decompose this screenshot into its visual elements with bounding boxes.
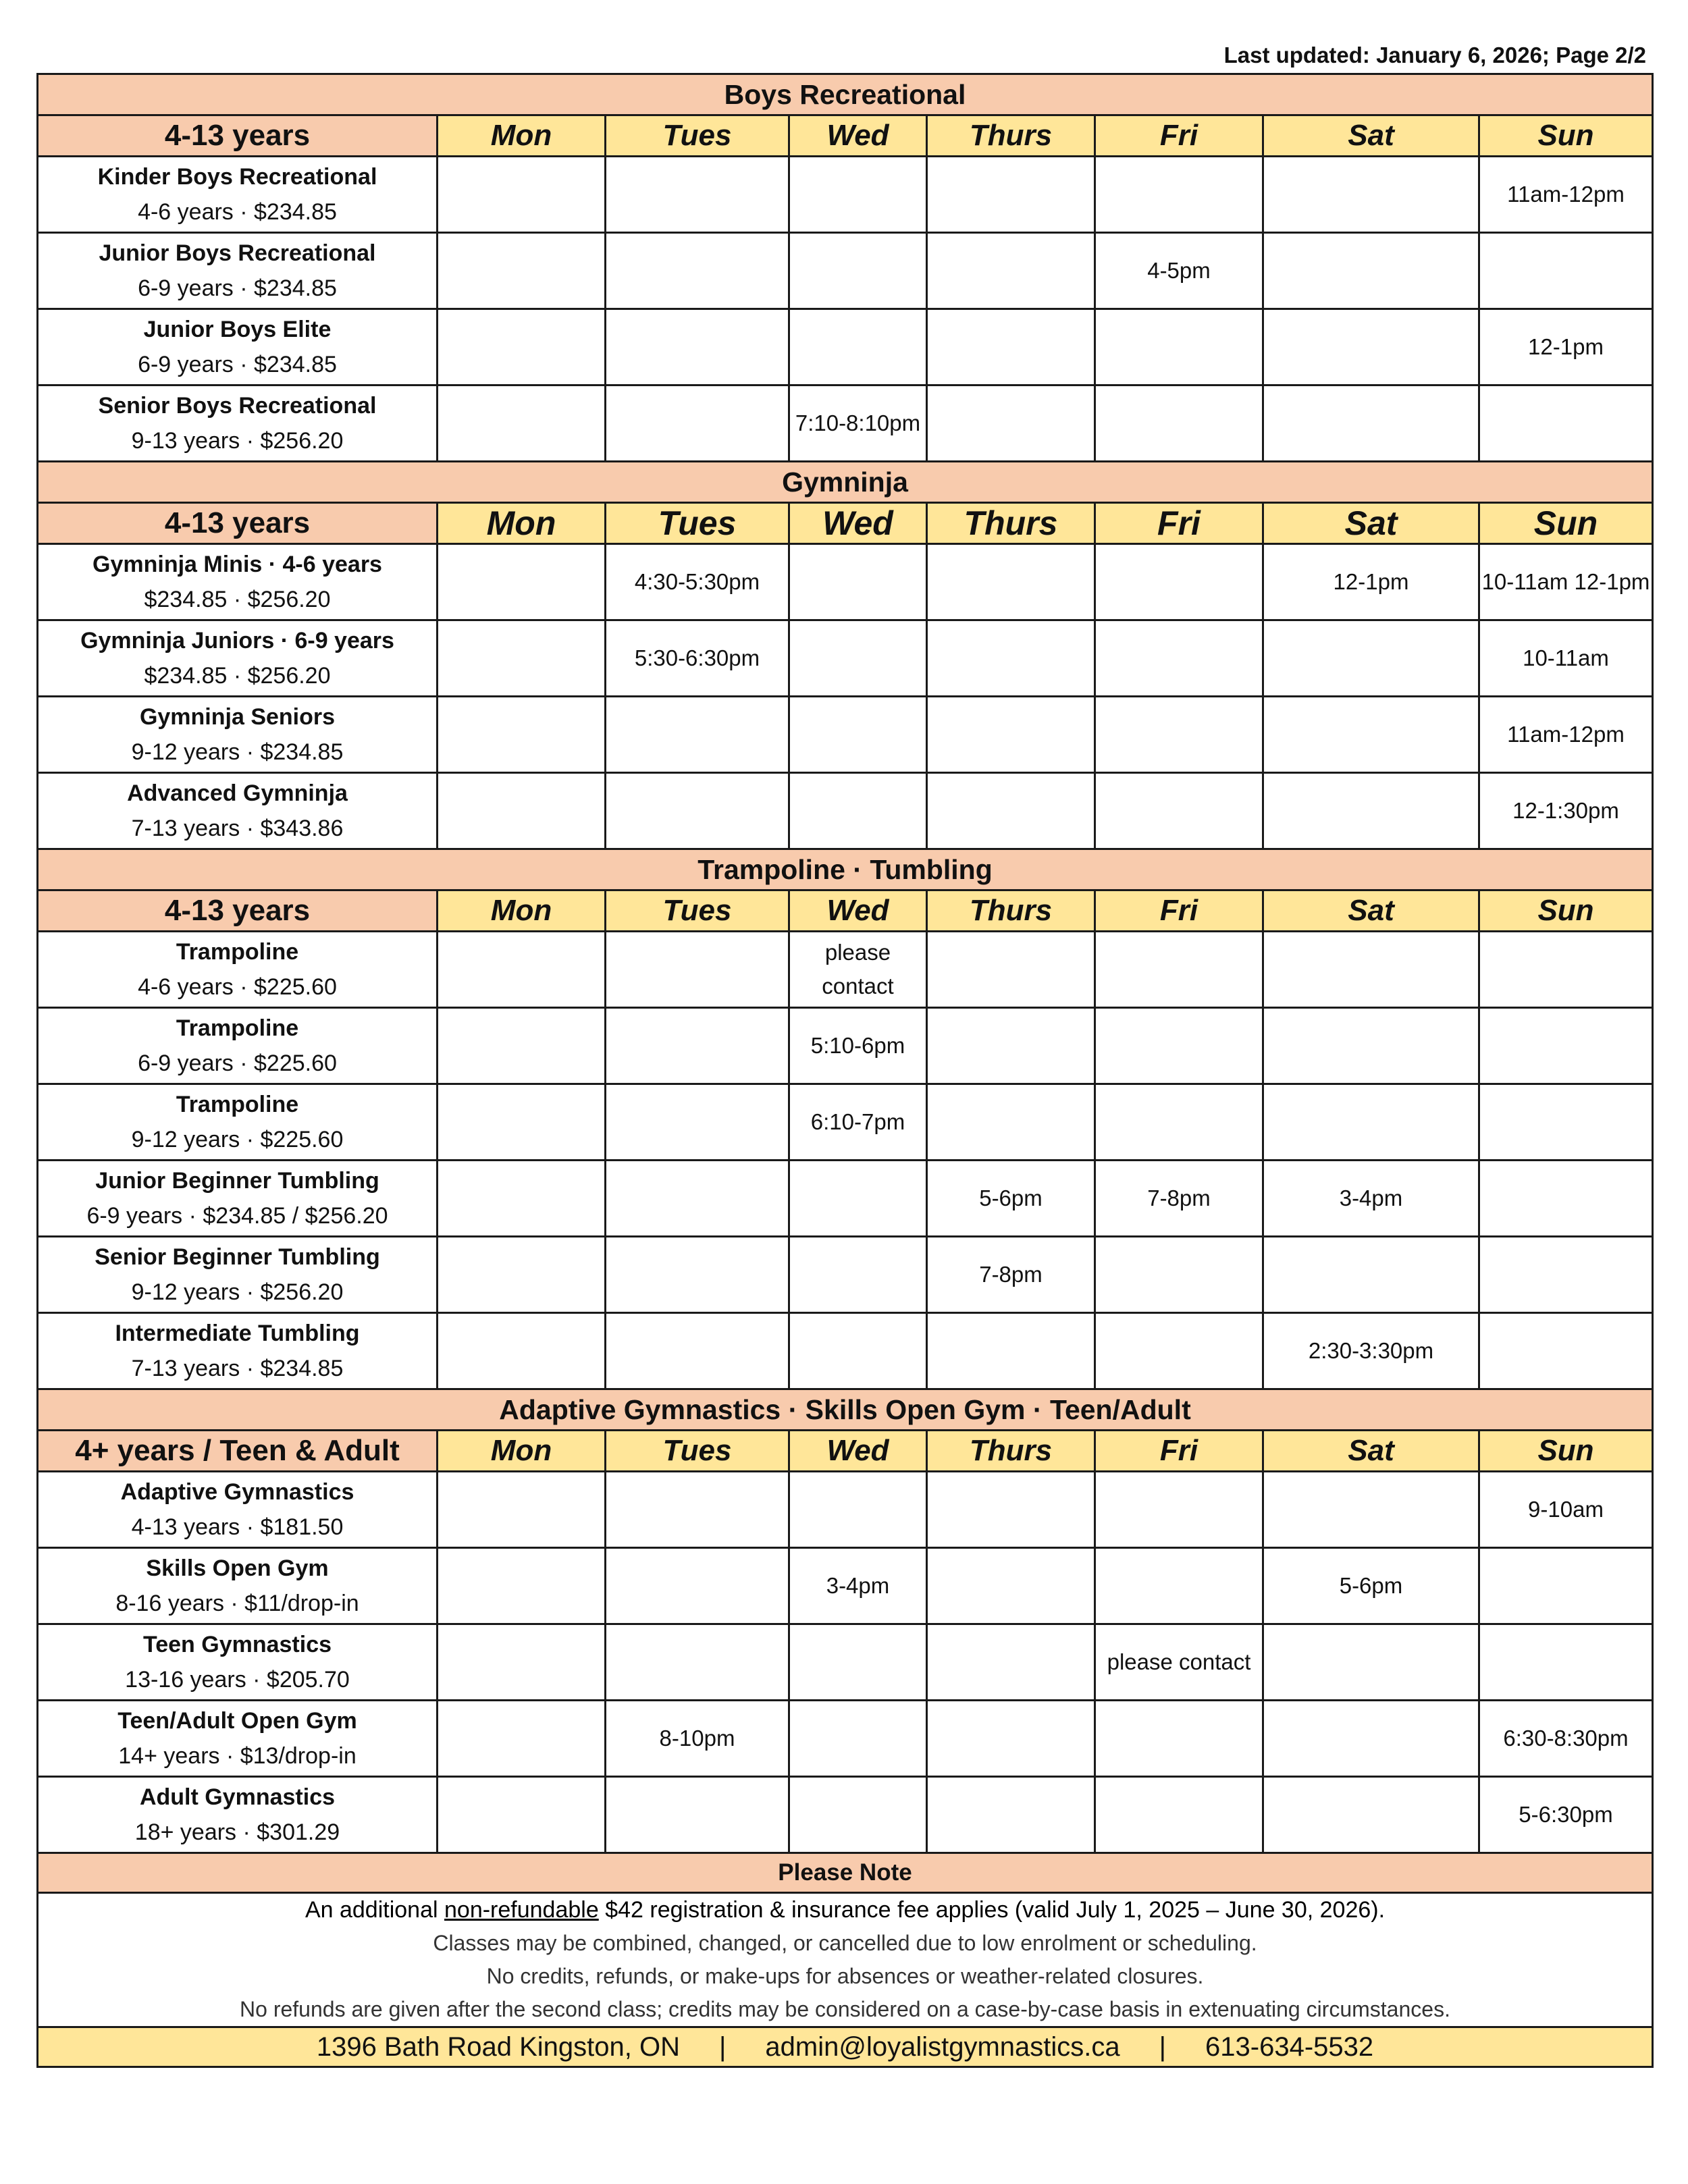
time-cell-wed: 7:10-8:10pm xyxy=(789,385,927,462)
time-cell-sat xyxy=(1263,1237,1479,1313)
program-row xyxy=(38,1701,1653,1777)
day-header-thurs: Thurs xyxy=(927,503,1095,544)
program-details: 6-9 years · $225.60 xyxy=(138,1050,337,1076)
age-group-label: 4-13 years xyxy=(38,503,438,544)
time-cell-sat xyxy=(1263,1084,1479,1161)
program-name: Gymninja Juniors · 6-9 years xyxy=(80,628,394,654)
time-cell-sat xyxy=(1263,157,1479,233)
program-row xyxy=(38,1313,1653,1389)
program-name-cell xyxy=(38,1237,438,1313)
program-details: $234.85 · $256.20 xyxy=(144,663,331,689)
program-row xyxy=(38,932,1653,1008)
time-cell-sun: 5-6:30pm xyxy=(1479,1777,1653,1853)
time-cell-sat xyxy=(1263,1008,1479,1084)
time-cell-tues xyxy=(606,773,789,849)
program-name: Gymninja Seniors xyxy=(139,704,336,730)
program-details: 9-12 years · $256.20 xyxy=(131,1279,344,1305)
program-details: 4-6 years · $234.85 xyxy=(138,199,337,225)
time-cell-thurs xyxy=(927,544,1095,620)
program-details: 6-9 years · $234.85 / $256.20 xyxy=(86,1203,388,1229)
day-header-tues: Tues xyxy=(606,890,789,932)
time-cell-sat xyxy=(1263,697,1479,773)
time-cell-mon xyxy=(438,1237,606,1313)
time-cell-tues xyxy=(606,1548,789,1624)
day-header-wed: Wed xyxy=(789,890,927,932)
time-cell-sun xyxy=(1479,385,1653,462)
time-cell-wed xyxy=(789,773,927,849)
time-cell-sun xyxy=(1479,1548,1653,1624)
program-details: 7-13 years · $234.85 xyxy=(131,1356,344,1381)
program-details: 7-13 years · $343.86 xyxy=(131,816,344,841)
day-header-thurs: Thurs xyxy=(927,890,1095,932)
day-header-fri: Fri xyxy=(1095,1431,1263,1472)
time-cell-mon xyxy=(438,309,606,385)
program-details: 6-9 years · $234.85 xyxy=(138,352,337,377)
program-name: Adult Gymnastics xyxy=(139,1784,336,1810)
time-cell-sun xyxy=(1479,1313,1653,1389)
time-cell-mon xyxy=(438,544,606,620)
phone-number[interactable]: 613-634-5532 xyxy=(1205,2031,1374,2062)
time-cell-sat xyxy=(1263,309,1479,385)
time-cell-wed: 5:10-6pm xyxy=(789,1008,927,1084)
day-header-thurs: Thurs xyxy=(927,115,1095,157)
note-line: No refunds are given after the second class; credits may be considered on a case-by-case basis in extenuating circumstances. xyxy=(240,1997,1450,2021)
time-cell-tues xyxy=(606,1084,789,1161)
time-cell-fri xyxy=(1095,157,1263,233)
time-cell-thurs xyxy=(927,1008,1095,1084)
day-header-sun: Sun xyxy=(1479,503,1653,544)
time-cell-wed xyxy=(789,544,927,620)
section-title: Adaptive Gymnastics · Skills Open Gym · Teen/Adult xyxy=(38,1389,1653,1431)
time-cell-thurs xyxy=(927,1777,1095,1853)
program-name: Trampoline xyxy=(176,1092,299,1117)
time-cell-sat xyxy=(1263,1472,1479,1548)
program-details: 9-12 years · $234.85 xyxy=(131,739,344,765)
program-name: Skills Open Gym xyxy=(146,1555,329,1581)
program-row xyxy=(38,385,1653,462)
time-cell-sun xyxy=(1479,1237,1653,1313)
time-cell-fri xyxy=(1095,309,1263,385)
schedule-table xyxy=(36,73,1654,2068)
time-cell-thurs: 7-8pm xyxy=(927,1237,1095,1313)
program-row xyxy=(38,1777,1653,1853)
time-cell-mon xyxy=(438,1008,606,1084)
time-cell-tues: 5:30-6:30pm xyxy=(606,620,789,697)
time-cell-mon xyxy=(438,697,606,773)
program-name-cell xyxy=(38,1701,438,1777)
time-cell-fri xyxy=(1095,620,1263,697)
time-cell-fri xyxy=(1095,1548,1263,1624)
time-cell-fri xyxy=(1095,1777,1263,1853)
time-cell-wed xyxy=(789,1624,927,1701)
program-row xyxy=(38,1084,1653,1161)
day-header-sat: Sat xyxy=(1263,1431,1479,1472)
program-name-cell xyxy=(38,1008,438,1084)
day-header-mon: Mon xyxy=(438,890,606,932)
day-header-sat: Sat xyxy=(1263,115,1479,157)
program-row xyxy=(38,233,1653,309)
time-cell-wed xyxy=(789,309,927,385)
time-cell-mon xyxy=(438,932,606,1008)
time-cell-tues xyxy=(606,1008,789,1084)
please-note-heading: Please Note xyxy=(38,1853,1653,1893)
time-cell-mon xyxy=(438,1313,606,1389)
fee-note: An additional non-refundable $42 registration & insurance fee applies (valid July 1, 2025 – June 30, 2026). xyxy=(305,1897,1386,1923)
time-cell-mon xyxy=(438,1548,606,1624)
program-name-cell xyxy=(38,1472,438,1548)
time-cell-sat xyxy=(1263,233,1479,309)
time-cell-tues xyxy=(606,309,789,385)
time-cell-thurs xyxy=(927,1624,1095,1701)
time-cell-sun xyxy=(1479,233,1653,309)
time-cell-sat xyxy=(1263,385,1479,462)
time-cell-sat xyxy=(1263,773,1479,849)
last-updated: Last updated: January 6, 2026; Page 2/2 xyxy=(1223,43,1646,68)
time-cell-fri xyxy=(1095,385,1263,462)
time-cell-wed: 3-4pm xyxy=(789,1548,927,1624)
day-header-sun: Sun xyxy=(1479,890,1653,932)
program-name-cell xyxy=(38,544,438,620)
time-cell-sun: 12-1:30pm xyxy=(1479,773,1653,849)
time-cell-fri xyxy=(1095,1084,1263,1161)
time-cell-sun: 9-10am xyxy=(1479,1472,1653,1548)
program-details: 9-13 years · $256.20 xyxy=(131,428,344,454)
program-details: 9-12 years · $225.60 xyxy=(131,1127,344,1152)
section-title: Trampoline · Tumbling xyxy=(38,849,1653,890)
time-cell-mon xyxy=(438,1084,606,1161)
time-cell-fri: 4-5pm xyxy=(1095,233,1263,309)
time-cell-fri xyxy=(1095,773,1263,849)
time-cell-sun xyxy=(1479,1008,1653,1084)
time-cell-thurs xyxy=(927,620,1095,697)
time-cell-tues xyxy=(606,1472,789,1548)
program-row xyxy=(38,1161,1653,1237)
program-details: 18+ years · $301.29 xyxy=(134,1819,340,1845)
program-name-cell xyxy=(38,773,438,849)
time-cell-fri xyxy=(1095,1008,1263,1084)
time-cell-sat xyxy=(1263,932,1479,1008)
time-cell-tues xyxy=(606,233,789,309)
time-cell-thurs xyxy=(927,233,1095,309)
time-cell-sun: 6:30-8:30pm xyxy=(1479,1701,1653,1777)
time-cell-mon xyxy=(438,385,606,462)
time-cell-mon xyxy=(438,1161,606,1237)
program-name: Senior Beginner Tumbling xyxy=(95,1244,380,1270)
time-cell-fri xyxy=(1095,697,1263,773)
program-name-cell xyxy=(38,1084,438,1161)
program-row xyxy=(38,773,1653,849)
program-row xyxy=(38,1624,1653,1701)
time-cell-sun xyxy=(1479,1624,1653,1701)
time-cell-wed xyxy=(789,1313,927,1389)
email-link[interactable]: admin@loyalistgymnastics.ca xyxy=(765,2031,1120,2062)
time-cell-mon xyxy=(438,620,606,697)
time-cell-sat: 5-6pm xyxy=(1263,1548,1479,1624)
time-cell-tues xyxy=(606,932,789,1008)
time-cell-fri xyxy=(1095,1237,1263,1313)
time-cell-thurs xyxy=(927,773,1095,849)
time-cell-sat xyxy=(1263,1624,1479,1701)
program-details: 13-16 years · $205.70 xyxy=(125,1667,350,1693)
schedule-page xyxy=(36,38,1652,2068)
time-cell-thurs xyxy=(927,385,1095,462)
time-cell-sun: 12-1pm xyxy=(1479,309,1653,385)
time-cell-wed xyxy=(789,1161,927,1237)
program-name: Trampoline xyxy=(176,939,299,965)
time-cell-thurs xyxy=(927,1313,1095,1389)
contact-footer xyxy=(38,2027,1653,2067)
day-header-thurs: Thurs xyxy=(927,1431,1095,1472)
section-title: Gymninja xyxy=(38,462,1653,503)
time-cell-sun: 11am-12pm xyxy=(1479,157,1653,233)
day-header-sun: Sun xyxy=(1479,1431,1653,1472)
time-cell-mon xyxy=(438,773,606,849)
time-cell-thurs xyxy=(927,932,1095,1008)
age-group-label: 4-13 years xyxy=(38,890,438,932)
program-name-cell xyxy=(38,385,438,462)
time-cell-thurs xyxy=(927,157,1095,233)
day-header-tues: Tues xyxy=(606,503,789,544)
time-cell-sat xyxy=(1263,620,1479,697)
day-header-mon: Mon xyxy=(438,503,606,544)
time-cell-wed: please contact xyxy=(789,932,927,1008)
program-name: Intermediate Tumbling xyxy=(115,1321,360,1346)
time-cell-sun xyxy=(1479,1161,1653,1237)
time-cell-thurs: 5-6pm xyxy=(927,1161,1095,1237)
notes-box xyxy=(38,1893,1653,2027)
program-row xyxy=(38,544,1653,620)
time-cell-tues xyxy=(606,1313,789,1389)
time-cell-mon xyxy=(438,1624,606,1701)
program-row xyxy=(38,1548,1653,1624)
program-row xyxy=(38,1008,1653,1084)
program-name-cell xyxy=(38,1161,438,1237)
separator: | xyxy=(719,2031,727,2062)
time-cell-tues: 8-10pm xyxy=(606,1701,789,1777)
day-header-fri: Fri xyxy=(1095,503,1263,544)
time-cell-sat: 12-1pm xyxy=(1263,544,1479,620)
time-cell-sat: 3-4pm xyxy=(1263,1161,1479,1237)
time-cell-sun xyxy=(1479,1084,1653,1161)
program-name-cell xyxy=(38,1777,438,1853)
age-group-label: 4-13 years xyxy=(38,115,438,157)
time-cell-fri xyxy=(1095,1313,1263,1389)
day-header-wed: Wed xyxy=(789,503,927,544)
program-row xyxy=(38,309,1653,385)
program-name-cell xyxy=(38,157,438,233)
program-name-cell xyxy=(38,309,438,385)
program-details: 4-6 years · $225.60 xyxy=(138,974,337,1000)
program-name: Junior Boys Recreational xyxy=(99,240,376,266)
time-cell-wed xyxy=(789,620,927,697)
time-cell-mon xyxy=(438,1472,606,1548)
time-cell-thurs xyxy=(927,697,1095,773)
time-cell-thurs xyxy=(927,1472,1095,1548)
day-header-wed: Wed xyxy=(789,1431,927,1472)
program-row xyxy=(38,157,1653,233)
program-details: 6-9 years · $234.85 xyxy=(138,275,337,301)
time-cell-sun: 10-11am 12-1pm xyxy=(1479,544,1653,620)
time-cell-wed xyxy=(789,697,927,773)
time-cell-fri xyxy=(1095,544,1263,620)
day-header-mon: Mon xyxy=(438,115,606,157)
time-cell-wed xyxy=(789,1237,927,1313)
time-cell-sat xyxy=(1263,1701,1479,1777)
program-name-cell xyxy=(38,1624,438,1701)
time-cell-thurs xyxy=(927,309,1095,385)
non-refundable-text: non-refundable xyxy=(444,1897,599,1923)
time-cell-sun xyxy=(1479,932,1653,1008)
time-cell-mon xyxy=(438,1777,606,1853)
time-cell-mon xyxy=(438,157,606,233)
time-cell-tues xyxy=(606,385,789,462)
program-name-cell xyxy=(38,620,438,697)
time-cell-tues xyxy=(606,157,789,233)
program-name: Advanced Gymninja xyxy=(127,780,348,806)
time-cell-wed: 6:10-7pm xyxy=(789,1084,927,1161)
time-cell-tues xyxy=(606,1777,789,1853)
time-cell-fri xyxy=(1095,1472,1263,1548)
program-row xyxy=(38,697,1653,773)
time-cell-sat xyxy=(1263,1777,1479,1853)
time-cell-sat: 2:30-3:30pm xyxy=(1263,1313,1479,1389)
note-line: No credits, refunds, or make-ups for absences or weather-related closures. xyxy=(486,1964,1204,1988)
day-header-mon: Mon xyxy=(438,1431,606,1472)
day-header-tues: Tues xyxy=(606,1431,789,1472)
time-cell-wed xyxy=(789,233,927,309)
program-details: 8-16 years · $11/drop-in xyxy=(115,1591,359,1616)
program-name-cell xyxy=(38,697,438,773)
time-cell-tues xyxy=(606,697,789,773)
time-cell-mon xyxy=(438,233,606,309)
age-group-label: 4+ years / Teen & Adult xyxy=(38,1431,438,1472)
day-header-sat: Sat xyxy=(1263,503,1479,544)
program-name-cell xyxy=(38,233,438,309)
separator: | xyxy=(1159,2031,1167,2062)
time-cell-fri xyxy=(1095,932,1263,1008)
address: 1396 Bath Road Kingston, ON xyxy=(316,2031,680,2062)
time-cell-thurs xyxy=(927,1701,1095,1777)
program-name: Trampoline xyxy=(176,1015,299,1041)
program-name: Kinder Boys Recreational xyxy=(97,164,377,190)
time-cell-wed xyxy=(789,157,927,233)
program-details: $234.85 · $256.20 xyxy=(144,587,331,612)
program-row xyxy=(38,1237,1653,1313)
day-header-fri: Fri xyxy=(1095,115,1263,157)
day-header-sat: Sat xyxy=(1263,890,1479,932)
time-cell-thurs xyxy=(927,1548,1095,1624)
time-cell-tues xyxy=(606,1624,789,1701)
time-cell-wed xyxy=(789,1472,927,1548)
time-cell-fri: please contact xyxy=(1095,1624,1263,1701)
time-cell-wed xyxy=(789,1701,927,1777)
time-cell-sun: 11am-12pm xyxy=(1479,697,1653,773)
time-cell-mon xyxy=(438,1701,606,1777)
program-name: Junior Boys Elite xyxy=(143,317,332,342)
time-cell-thurs xyxy=(927,1084,1095,1161)
program-name: Teen/Adult Open Gym xyxy=(117,1708,357,1734)
program-row xyxy=(38,620,1653,697)
note-line: Classes may be combined, changed, or cancelled due to low enrolment or scheduling. xyxy=(433,1931,1257,1955)
time-cell-fri xyxy=(1095,1701,1263,1777)
program-name: Gymninja Minis · 4-6 years xyxy=(93,552,382,577)
program-details: 4-13 years · $181.50 xyxy=(131,1514,344,1540)
time-cell-tues: 4:30-5:30pm xyxy=(606,544,789,620)
section-title: Boys Recreational xyxy=(38,74,1653,115)
program-name: Junior Beginner Tumbling xyxy=(95,1168,379,1194)
time-cell-tues xyxy=(606,1237,789,1313)
program-details: 14+ years · $13/drop-in xyxy=(118,1743,357,1769)
program-name: Adaptive Gymnastics xyxy=(120,1479,354,1505)
program-name-cell xyxy=(38,1313,438,1389)
time-cell-wed xyxy=(789,1777,927,1853)
day-header-sun: Sun xyxy=(1479,115,1653,157)
program-row xyxy=(38,1472,1653,1548)
program-name: Teen Gymnastics xyxy=(142,1632,332,1657)
time-cell-tues xyxy=(606,1161,789,1237)
day-header-wed: Wed xyxy=(789,115,927,157)
day-header-tues: Tues xyxy=(606,115,789,157)
time-cell-fri: 7-8pm xyxy=(1095,1161,1263,1237)
program-name-cell xyxy=(38,932,438,1008)
program-name-cell xyxy=(38,1548,438,1624)
time-cell-sun: 10-11am xyxy=(1479,620,1653,697)
program-name: Senior Boys Recreational xyxy=(98,393,377,419)
day-header-fri: Fri xyxy=(1095,890,1263,932)
